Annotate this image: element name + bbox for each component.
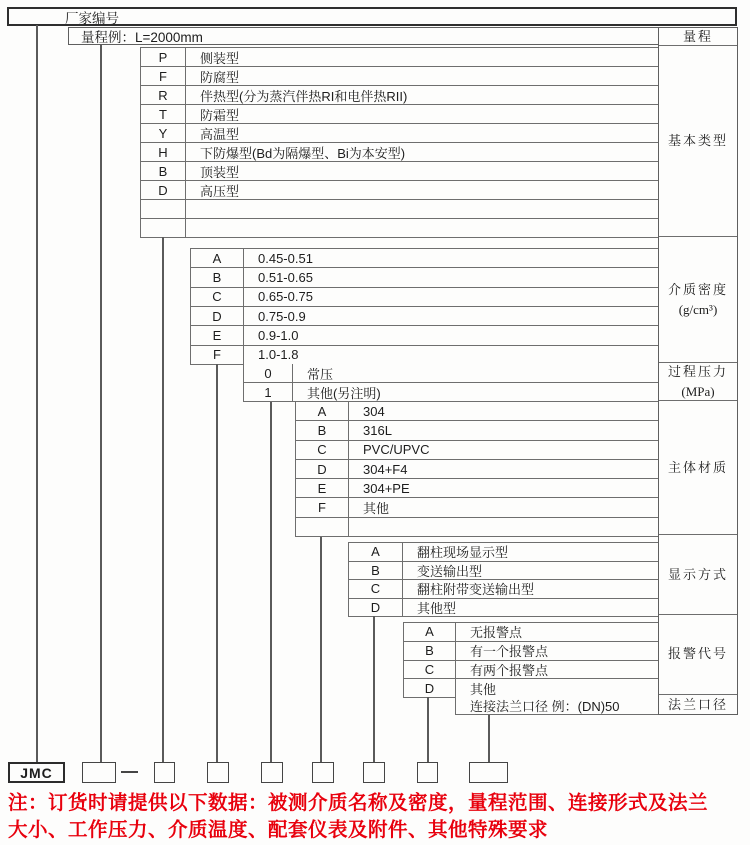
table-row [191,326,658,345]
separator-dash [121,771,138,773]
table-row [141,48,658,67]
table-row [296,441,658,460]
row-code: F [191,346,244,364]
row-code: P [141,48,186,66]
connector-line [36,25,38,762]
row-desc [186,200,658,218]
table-row [244,364,658,383]
row-desc: 高压型 [200,183,240,199]
row-code: C [349,580,403,598]
row-desc: 下防爆型(Bd为隔爆型、Bi为本安型) [200,145,406,161]
row-desc: 0.65-0.75 [258,289,313,305]
table-row [244,383,658,402]
pressure-table [243,364,658,402]
connector-line [270,402,272,762]
row-code: B [296,421,349,439]
row-desc: 伴热型(分为蒸汽伴热RI和电伴热RII) [200,88,408,104]
table-row [296,479,658,498]
row-code: E [191,326,244,344]
table-row [141,124,658,143]
row-desc: 常压 [307,366,334,382]
table-row [296,460,658,479]
row-desc: 0.75-0.9 [258,308,306,324]
table-row [141,181,658,200]
ordering-note [8,790,746,843]
row-code: 1 [244,383,293,401]
table-row [141,143,658,162]
row-code: D [191,307,244,325]
category-range: 量程 [659,28,737,46]
row-code: Y [141,124,186,142]
row-code: A [296,402,349,420]
row-desc: 翻柱附带变送输出型 [417,582,535,598]
row-desc: 304 [363,403,385,419]
basic-type-table [140,47,658,238]
table-row [349,599,658,618]
category-label-column [658,27,738,715]
table-row [404,661,658,680]
category-flange-size: 法兰口径 [667,696,728,712]
row-desc [186,219,658,237]
row-code: A [404,623,456,641]
row-desc: 1.0-1.8 [258,347,299,363]
table-row [456,697,658,715]
row-code: F [296,498,349,516]
table-row [349,543,658,562]
table-row [404,623,658,642]
code-box-density [207,762,229,783]
row-desc: 0.51-0.65 [258,269,313,285]
row-code: H [141,143,186,161]
connector-line [320,537,322,762]
code-box-material [312,762,334,783]
table-row [404,642,658,661]
row-code: 0 [244,364,293,382]
row-desc: 304+PE [363,480,410,496]
row-code: E [296,479,349,497]
table-row [349,580,658,599]
table-row [191,288,658,307]
row-code: C [404,661,456,679]
row-code: D [141,181,186,199]
row-desc: 防腐型 [200,69,240,85]
row-code: A [191,249,244,267]
row-desc [349,518,658,536]
table-row [296,402,658,421]
category-display-mode: 显示方式 [659,535,737,615]
table-row [191,268,658,287]
density-table [190,248,658,365]
table-row [141,105,658,124]
row-desc: 有两个报警点 [470,662,549,678]
category-pressure: 过程压力 (MPa) [659,363,737,401]
code-box-flange-size [469,762,508,783]
category-basic-type: 基本类型 [659,46,737,237]
category-density: 介质密度 (g/cm³) [659,237,737,363]
row-code: B [191,268,244,286]
table-row [141,86,658,105]
row-desc: 其他型 [417,600,457,616]
row-code: D [296,460,349,478]
row-desc: 变送输出型 [417,563,483,579]
factory-number-cell [7,7,737,26]
row-desc: 无报警点 [470,625,523,641]
row-desc: 连接法兰口径 例：(DN)50 [470,699,620,714]
table-row [349,562,658,581]
row-desc: 其他 [363,501,390,517]
row-code: T [141,105,186,123]
row-code: B [349,562,403,580]
table-row [404,679,658,698]
row-desc: 304+F4 [363,461,408,477]
table-row [191,249,658,268]
table-row [296,498,658,517]
row-desc: 316L [363,422,392,438]
code-box-basic-type [154,762,175,783]
row-desc: 其他 [470,681,497,697]
code-box-display-mode [363,762,385,783]
row-code: C [296,441,349,459]
range-example-cell [68,27,658,45]
model-prefix-box: JMC [8,762,65,783]
code-box-range [82,762,116,783]
row-code [141,219,186,237]
alarm-code-table [403,622,658,698]
table-row [141,200,658,219]
table-row [296,518,658,537]
row-desc: 0.9-1.0 [258,327,299,343]
table-row [296,421,658,440]
ordering-note-line1: 注：订货时请提供以下数据：被测介质名称及密度，量程范围、连接形式及法兰 [8,792,709,814]
row-desc: 防霜型 [200,107,240,123]
row-code [141,200,186,218]
connector-line [488,715,490,762]
table-row [141,219,658,238]
row-code: C [191,288,244,306]
row-desc: 0.45-0.51 [258,250,313,266]
code-box-alarm-code [417,762,438,783]
row-code: B [404,642,456,660]
factory-number-label: 厂家编号 [65,10,119,26]
connector-line [100,45,102,762]
table-row [141,67,658,86]
row-code: R [141,86,186,104]
material-table [295,402,658,537]
row-desc: 侧装型 [200,50,240,66]
row-desc: PVC/UPVC [363,442,430,458]
connector-line [162,237,164,762]
connector-line [427,697,429,762]
row-desc: 顶装型 [200,164,240,180]
row-desc: 有一个报警点 [470,644,549,660]
row-desc: 高温型 [200,126,240,142]
flange-size-row [455,697,658,715]
row-code: D [349,599,403,617]
table-row [141,162,658,181]
connector-line [373,616,375,762]
ordering-note-line2: 大小、工作压力、介质温度、配套仪表及附件、其他特殊要求 [8,818,549,841]
code-box-pressure [261,762,283,783]
row-code: A [349,543,403,561]
table-row [191,307,658,326]
row-code: B [141,162,186,180]
row-desc: 翻柱现场显示型 [417,545,509,561]
category-material: 主体材质 [659,401,737,535]
table-row [191,346,658,365]
category-alarm-code: 报警代号 [659,615,737,695]
range-example-label: 量程例：L=2000mm [81,30,203,45]
row-desc: 其他(另注明) [307,385,381,401]
display-mode-table [348,542,658,617]
connector-line [216,364,218,762]
row-code [296,518,349,536]
row-code: F [141,67,186,85]
row-code: D [404,679,456,697]
